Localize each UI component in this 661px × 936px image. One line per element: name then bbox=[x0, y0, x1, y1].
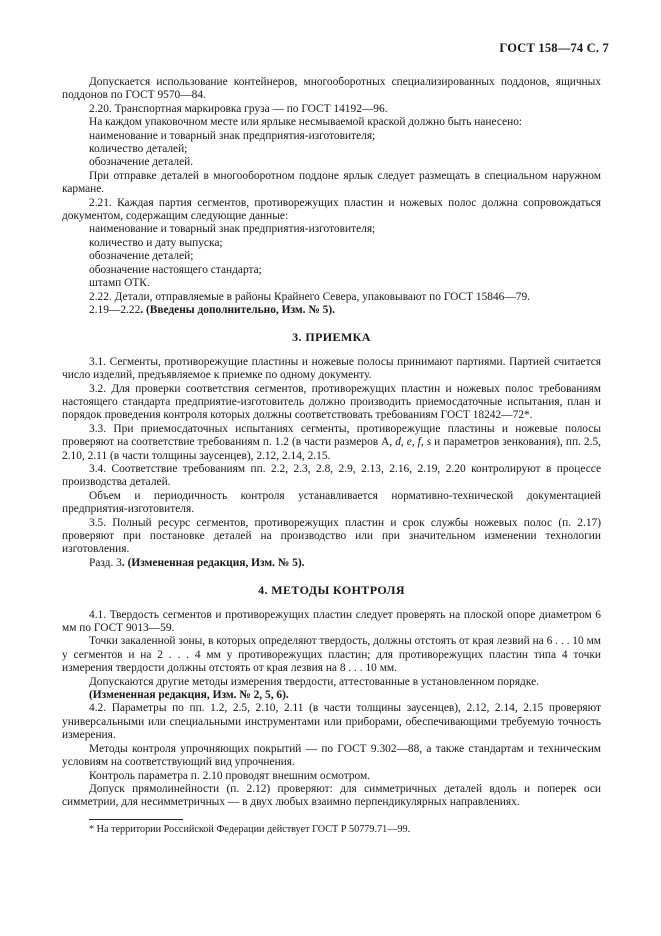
symbol-e: e bbox=[406, 436, 412, 449]
text-run: , bbox=[420, 436, 427, 449]
paragraph-3-4: 3.4. Соответствие требованиям пп. 2.2, 2.3, 2.8, 2.9, 2.13, 2.16, 2.19, 2.20 контролируют в процессе производства деталей. bbox=[62, 462, 601, 489]
amendment-note bbox=[62, 304, 601, 317]
list-item: наименование и товарный знак предприятия-изготовителя; bbox=[89, 223, 376, 236]
paragraph-2-21: 2.21. Каждая партия сегментов, противорежущих пластин и ножевых полос должна сопровождаться документом, содержащим следующие данные: bbox=[62, 196, 601, 223]
list-item: количество и дату выпуска; bbox=[89, 236, 223, 249]
paragraph-visual-inspection: Контроль параметра п. 2.10 проводят внешним осмотром. bbox=[89, 769, 371, 782]
amendment-note: (Измененная редакция, Изм. № 2, 5, 6). bbox=[89, 689, 289, 702]
page-header: ГОСТ 158—74 С. 7 bbox=[499, 41, 609, 55]
paragraph-control-scope: Объем и периодичность контроля устанавливается нормативно-технической документацией предприятия-изготовителя. bbox=[62, 489, 601, 516]
paragraph-3-2: 3.2. Для проверки соответствия сегментов, противорежущих пластин и ножевых полос требованиям настоящего стандарта предприятие-изготовитель должно производить приемосдаточные испытания, план и порядок проведения контроля которых должны соответствовать требованиям ГОСТ 18242—72*. bbox=[62, 382, 601, 422]
text-run: , bbox=[411, 436, 418, 449]
paragraph-4-1: 4.1. Твердость сегментов и противорежущих пластин следует проверять на плоской опоре диаметром 6 мм по ГОСТ 9013—59. bbox=[62, 608, 601, 635]
amendment-ref: Разд. 3 bbox=[89, 556, 122, 569]
footnote: * На территории Российской Федерации действует ГОСТ Р 50779.71—99. bbox=[89, 823, 411, 835]
symbol-s: s bbox=[426, 436, 432, 449]
symbol-d: d bbox=[395, 436, 401, 449]
amendment-ref: 2.19—2.22 bbox=[89, 303, 141, 316]
paragraph-marking-intro: На каждом упаковочном месте или ярлыке несмываемой краской должно быть нанесено: bbox=[89, 116, 523, 129]
footnote-divider bbox=[89, 819, 183, 820]
section-title-test-methods: 4. МЕТОДЫ КОНТРОЛЯ bbox=[258, 583, 405, 598]
text-run: , bbox=[400, 436, 407, 449]
amendment-note bbox=[62, 557, 601, 570]
amendment-text: . (Измененная редакция, Изм. № 5). bbox=[121, 556, 305, 569]
paragraph-hardness-points: Точки закаленной зоны, в которых определяют твердость, должны отстоять от края лезвий на 6 . . . 10 мм у сегментов и на 2 . . . 4 мм у противорежущих пластин; для противорежущих пластин типа 4 точки измерения твердости должны отстоять от края лезвия на 8 . . . 10 мм. bbox=[62, 635, 601, 675]
page-content bbox=[62, 76, 601, 836]
paragraph-2-22: 2.22. Детали, отправляемые в районы Крайнего Севера, упаковывают по ГОСТ 15846—79. bbox=[89, 290, 530, 303]
paragraph-other-methods: Допускаются другие методы измерения твердости, аттестованные в установленном порядке. bbox=[89, 675, 540, 688]
paragraph-3-3 bbox=[62, 423, 601, 463]
paragraph-label-pocket: При отправке деталей в многооборотном поддоне ярлык следует размещать в специальном наружном кармане. bbox=[62, 169, 601, 196]
list-item: обозначение настоящего стандарта; bbox=[89, 263, 262, 276]
paragraph-containers: Допускается использование контейнеров, многооборотных специализированных поддонов, ящичных поддонов по ГОСТ 9570—84. bbox=[62, 76, 601, 102]
paragraph-3-5: 3.5. Полный ресурс сегментов, противорежущих пластин и срок службы ножевых полос (п. 2.17) проверяют при постановке деталей на производство или при значительном изменении технологии изготовления. bbox=[62, 516, 601, 556]
list-item: обозначение деталей. bbox=[89, 156, 194, 169]
list-item: штамп ОТК. bbox=[89, 277, 150, 290]
paragraph-2-20: 2.20. Транспортная маркировка груза — по ГОСТ 14192—96. bbox=[89, 102, 388, 115]
paragraph-4-2: 4.2. Параметры по пп. 1.2, 2.5, 2.10, 2.11 (в части толщины заусенцев), 2.12, 2.14, 2.15 проверяют универсальными или специальными инструментами или приборами, обеспечивающими требуемую точность измерения. bbox=[62, 702, 601, 742]
symbol-f: f bbox=[417, 436, 421, 449]
paragraph-straightness: Допуск прямолинейности (п. 2.12) проверяют: для симметричных деталей вдоль и поперек оси симметрии, для несимметричных — в двух любых взаимно перпендикулярных направлениях. bbox=[62, 782, 601, 809]
list-item: количество деталей; bbox=[89, 143, 188, 156]
list-item: наименование и товарный знак предприятия-изготовителя; bbox=[89, 129, 376, 142]
text-run: и параметров зенкования), пп. 2.5, 2.10, 2.11 (в части толщины заусенцев), 2.12, 2.14, 2.15. bbox=[62, 436, 601, 462]
text-run: 3.3. При приемосдаточных испытаниях сегменты, противорежущие пластины и ножевые полосы проверяют на соответствие требованиям п. 1.2 (в части размеров А, bbox=[62, 422, 601, 449]
paragraph-coatings: Методы контроля упрочняющих покрытий — по ГОСТ 9.302—88, а также стандартам и техническим условиям на соответствующий вид упрочнения. bbox=[62, 742, 601, 769]
amendment-text: . (Введены дополнительно, Изм. № 5). bbox=[140, 303, 335, 316]
paragraph-3-1: 3.1. Сегменты, противорежущие пластины и ножевые полосы принимают партиями. Партией считается число изделий, предъявляемое к приемке по одному документу. bbox=[62, 355, 601, 382]
list-item: обозначение деталей; bbox=[89, 250, 194, 263]
section-title-acceptance: 3. ПРИЕМКА bbox=[292, 330, 371, 345]
